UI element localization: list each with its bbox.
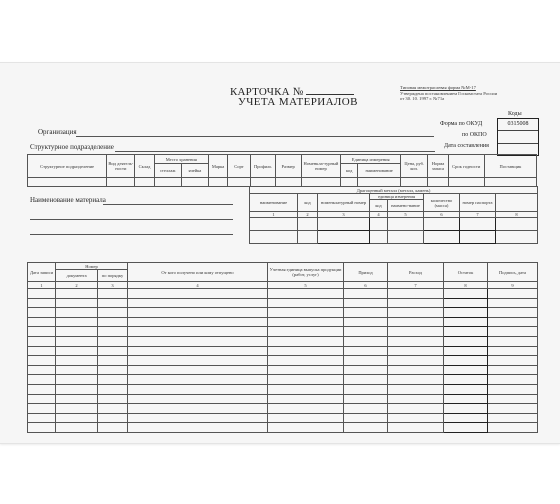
cell-input[interactable] <box>268 327 344 337</box>
table-row <box>28 356 538 366</box>
col-rack: стеллаж <box>154 164 181 178</box>
cell-input[interactable] <box>344 413 388 423</box>
table-row <box>28 298 538 308</box>
cell-input[interactable] <box>56 308 98 318</box>
cell-input[interactable] <box>344 365 388 375</box>
col-reserve: Норма запаса <box>428 155 448 178</box>
cell-input[interactable] <box>56 365 98 375</box>
col-unit-name: наименование <box>358 164 401 178</box>
cell-input[interactable] <box>268 375 344 385</box>
cell-input[interactable] <box>128 317 268 327</box>
cell-input[interactable] <box>344 317 388 327</box>
cell-input[interactable] <box>56 423 98 433</box>
cell-input[interactable] <box>28 317 56 327</box>
cell-input[interactable] <box>28 384 56 394</box>
col-num: 3 <box>98 282 128 289</box>
cell-input[interactable] <box>444 365 488 375</box>
cell-input[interactable] <box>488 327 538 337</box>
col-brand: Марка <box>208 155 227 178</box>
cell-input[interactable] <box>444 298 488 308</box>
cell-input[interactable] <box>444 375 488 385</box>
col-unit-output: Учетная единица выпуска продукции (работ, услуг) <box>268 263 344 282</box>
precious-num: 6 <box>424 212 460 218</box>
table-row <box>28 336 538 346</box>
cell-input[interactable] <box>460 231 496 244</box>
cell-input[interactable] <box>488 365 538 375</box>
cell-input[interactable] <box>28 289 56 299</box>
precious-col-extra <box>496 194 538 212</box>
cell-input[interactable] <box>268 317 344 327</box>
cell-input[interactable] <box>268 365 344 375</box>
cell-input[interactable] <box>488 423 538 433</box>
cell-input[interactable] <box>488 384 538 394</box>
movement-table <box>27 262 538 433</box>
cell-input[interactable] <box>388 346 444 356</box>
col-storage: Место хранения <box>154 155 208 164</box>
cell-input[interactable] <box>98 365 128 375</box>
cell-input[interactable] <box>98 317 128 327</box>
col-nomenclature: Номенкла-турный номер <box>301 155 341 178</box>
cell-input[interactable] <box>128 375 268 385</box>
cell-input[interactable] <box>318 231 370 244</box>
cell-input[interactable] <box>488 413 538 423</box>
cell-input[interactable] <box>344 308 388 318</box>
cell-input[interactable] <box>488 317 538 327</box>
col-num: 9 <box>488 282 538 289</box>
table-row <box>28 289 538 299</box>
precious-col-unit: единица измерения <box>370 194 424 200</box>
okud-label: Форма по ОКУД <box>440 121 483 127</box>
col-receipt: Приход <box>344 263 388 282</box>
cell-input[interactable] <box>250 218 298 231</box>
cell-input[interactable] <box>370 231 388 244</box>
cell-input[interactable] <box>28 308 56 318</box>
cell-input[interactable] <box>128 289 268 299</box>
col-supplier: Поставщик <box>484 155 536 178</box>
cell-input[interactable] <box>128 336 268 346</box>
cell-input[interactable] <box>98 327 128 337</box>
precious-num: 7 <box>460 212 496 218</box>
table-row <box>28 384 538 394</box>
cell-input[interactable] <box>28 375 56 385</box>
cell-input[interactable] <box>28 423 56 433</box>
cell-input[interactable] <box>208 178 227 187</box>
cell-input[interactable] <box>250 231 298 244</box>
cell-input[interactable] <box>444 404 488 414</box>
codes-box <box>497 118 539 156</box>
col-division: Структурное подразделение <box>28 155 107 178</box>
cell-input[interactable] <box>98 384 128 394</box>
precious-col-quantity: количество (масса) <box>424 194 460 212</box>
cell-input[interactable] <box>388 317 444 327</box>
cell-input[interactable] <box>344 423 388 433</box>
col-profile: Профиль <box>250 155 275 178</box>
cell-input[interactable] <box>98 423 128 433</box>
cell-input[interactable] <box>388 218 424 231</box>
cell-input[interactable] <box>344 394 388 404</box>
form-approval-date: от 30. 10. 1997 г. №71а <box>400 96 445 102</box>
cell-input[interactable] <box>154 178 181 187</box>
cell-input[interactable] <box>56 413 98 423</box>
cell-input[interactable] <box>388 298 444 308</box>
cell-input[interactable] <box>444 289 488 299</box>
cell-input[interactable] <box>344 404 388 414</box>
col-num: 2 <box>56 282 98 289</box>
cell-input[interactable] <box>28 356 56 366</box>
cell-input[interactable] <box>56 375 98 385</box>
col-from-whom: От кого получено или кому отпущено <box>128 263 268 282</box>
precious-num: 1 <box>250 212 298 218</box>
cell-input[interactable] <box>444 327 488 337</box>
cell-input[interactable] <box>444 317 488 327</box>
page-subtitle: УЧЕТА МАТЕРИАЛОВ <box>238 96 358 108</box>
cell-input[interactable] <box>28 298 56 308</box>
okpo-label: по ОКПО <box>462 132 487 138</box>
cell-input[interactable] <box>98 289 128 299</box>
cell-input[interactable] <box>98 308 128 318</box>
okud-code: 0315008 <box>498 119 538 131</box>
cell-input[interactable] <box>28 404 56 414</box>
precious-num: 8 <box>496 212 538 218</box>
col-num: 8 <box>444 282 488 289</box>
col-num: 4 <box>128 282 268 289</box>
date-label: Дата составления <box>444 143 489 149</box>
cell-input[interactable] <box>388 356 444 366</box>
col-num: 6 <box>344 282 388 289</box>
col-order: по порядку <box>98 270 128 282</box>
cell-input[interactable] <box>56 404 98 414</box>
cell-input[interactable] <box>268 289 344 299</box>
table-row <box>28 317 538 327</box>
cell-input[interactable] <box>28 346 56 356</box>
codes-header: Коды <box>508 111 522 117</box>
col-num: 1 <box>28 282 56 289</box>
cell-input[interactable] <box>268 336 344 346</box>
material-name-label: Наименование материала <box>30 196 106 204</box>
table-row <box>28 413 538 423</box>
cell-input[interactable] <box>388 413 444 423</box>
cell-input[interactable] <box>128 394 268 404</box>
cell-input[interactable] <box>318 218 370 231</box>
cell-input[interactable] <box>268 413 344 423</box>
cell-input[interactable] <box>488 375 538 385</box>
table-row <box>28 394 538 404</box>
cell-input[interactable] <box>344 384 388 394</box>
col-document: документа <box>56 270 98 282</box>
cell-input[interactable] <box>128 356 268 366</box>
precious-num: 2 <box>298 212 318 218</box>
cell-input[interactable] <box>388 231 424 244</box>
col-grade: Сорт <box>228 155 251 178</box>
precious-num: 5 <box>388 212 424 218</box>
cell-input[interactable] <box>98 336 128 346</box>
cell-input[interactable] <box>388 394 444 404</box>
table-row <box>28 308 538 318</box>
cell-input[interactable] <box>488 308 538 318</box>
col-shelf-life: Срок годности <box>448 155 484 178</box>
cell-input[interactable] <box>424 218 460 231</box>
col-signature: Подпись, дата <box>488 263 538 282</box>
material-name-field-1[interactable] <box>103 204 233 205</box>
cell-input[interactable] <box>344 298 388 308</box>
cell-input[interactable] <box>444 384 488 394</box>
col-cell: ячейка <box>181 164 208 178</box>
cell-input[interactable] <box>128 384 268 394</box>
col-warehouse: Склад <box>135 155 154 178</box>
table-row <box>28 375 538 385</box>
col-balance: Остаток <box>444 263 488 282</box>
cell-input[interactable] <box>268 308 344 318</box>
col-activity: Вид деятель-ности <box>107 155 135 178</box>
cell-input[interactable] <box>56 384 98 394</box>
cell-input[interactable] <box>298 218 318 231</box>
cell-input[interactable] <box>128 404 268 414</box>
cell-input[interactable] <box>98 404 128 414</box>
cell-input[interactable] <box>28 178 107 187</box>
cell-input[interactable] <box>56 289 98 299</box>
cell-input[interactable] <box>228 178 251 187</box>
precious-col-passport: номер паспорта <box>460 194 496 212</box>
cell-input[interactable] <box>444 423 488 433</box>
division-field[interactable] <box>115 151 435 152</box>
precious-num: 3 <box>318 212 370 218</box>
precious-col-nomenclature: номенклатурный номер <box>318 194 370 212</box>
cell-input[interactable] <box>488 394 538 404</box>
col-expense: Расход <box>388 263 444 282</box>
organization-label: Организация <box>38 128 77 136</box>
cell-input[interactable] <box>98 356 128 366</box>
col-unit: Единица измерения <box>341 155 401 164</box>
material-attributes-table <box>27 154 537 187</box>
cell-input[interactable] <box>370 218 388 231</box>
cell-input[interactable] <box>128 298 268 308</box>
cell-input[interactable] <box>98 298 128 308</box>
table-row <box>28 423 538 433</box>
cell-input[interactable] <box>488 289 538 299</box>
cell-input[interactable] <box>496 231 538 244</box>
cell-input[interactable] <box>344 375 388 385</box>
table-row <box>28 346 538 356</box>
cell-input[interactable] <box>344 289 388 299</box>
cell-input[interactable] <box>56 327 98 337</box>
cell-input[interactable] <box>488 404 538 414</box>
organization-field[interactable] <box>76 136 434 137</box>
cell-input[interactable] <box>128 365 268 375</box>
cell-input[interactable] <box>388 365 444 375</box>
cell-input[interactable] <box>444 394 488 404</box>
precious-col-unit-code: код <box>370 200 388 212</box>
table-row <box>28 327 538 337</box>
cell-input[interactable] <box>98 346 128 356</box>
material-name-field-3[interactable] <box>30 234 233 235</box>
col-price: Цена, руб. коп. <box>401 155 428 178</box>
cell-input[interactable] <box>98 375 128 385</box>
cell-input[interactable] <box>28 365 56 375</box>
cell-input[interactable] <box>488 346 538 356</box>
cell-input[interactable] <box>128 423 268 433</box>
cell-input[interactable] <box>181 178 208 187</box>
page-title: КАРТОЧКА № <box>230 86 354 98</box>
material-name-field-2[interactable] <box>30 219 233 220</box>
cell-input[interactable] <box>268 356 344 366</box>
table-row <box>28 404 538 414</box>
cell-input[interactable] <box>388 384 444 394</box>
cell-input[interactable] <box>344 346 388 356</box>
cell-input[interactable] <box>268 404 344 414</box>
cell-input[interactable] <box>128 346 268 356</box>
cell-input[interactable] <box>268 394 344 404</box>
cell-input[interactable] <box>107 178 135 187</box>
cell-input[interactable] <box>388 423 444 433</box>
okpo-code-cell[interactable] <box>498 131 538 144</box>
cell-input[interactable] <box>56 298 98 308</box>
cell-input[interactable] <box>56 346 98 356</box>
cell-input[interactable] <box>388 404 444 414</box>
cell-input[interactable] <box>98 413 128 423</box>
cell-input[interactable] <box>268 384 344 394</box>
cell-input[interactable] <box>460 218 496 231</box>
form-note: Типовая межотраслевая форма №М-17 <box>400 85 476 90</box>
col-date: Дата записи <box>28 263 56 282</box>
cell-input[interactable] <box>28 327 56 337</box>
col-num: 7 <box>388 282 444 289</box>
cell-input[interactable] <box>496 218 538 231</box>
cell-input[interactable] <box>128 308 268 318</box>
cell-input[interactable] <box>128 327 268 337</box>
cell-input[interactable] <box>344 327 388 337</box>
col-size: Размер <box>275 155 301 178</box>
cell-input[interactable] <box>28 413 56 423</box>
precious-col-unit-name: наимено-вание <box>388 200 424 212</box>
cell-input[interactable] <box>344 356 388 366</box>
cell-input[interactable] <box>56 394 98 404</box>
cell-input[interactable] <box>56 356 98 366</box>
cell-input[interactable] <box>268 346 344 356</box>
precious-metal-table <box>249 186 538 244</box>
cell-input[interactable] <box>135 178 154 187</box>
precious-col-code: код <box>298 194 318 212</box>
col-number: Номер <box>56 263 128 270</box>
table-row <box>28 365 538 375</box>
cell-input[interactable] <box>298 231 318 244</box>
cell-input[interactable] <box>488 336 538 346</box>
cell-input[interactable] <box>388 289 444 299</box>
cell-input[interactable] <box>424 231 460 244</box>
division-label: Структурное подразделение <box>30 143 114 151</box>
cell-input[interactable] <box>488 298 538 308</box>
cell-input[interactable] <box>388 327 444 337</box>
cell-input[interactable] <box>444 346 488 356</box>
cell-input[interactable] <box>444 413 488 423</box>
cell-input[interactable] <box>488 356 538 366</box>
cell-input[interactable] <box>268 298 344 308</box>
cell-input[interactable] <box>56 317 98 327</box>
col-num: 5 <box>268 282 344 289</box>
cell-input[interactable] <box>98 394 128 404</box>
cell-input[interactable] <box>388 336 444 346</box>
cell-input[interactable] <box>444 356 488 366</box>
cell-input[interactable] <box>444 308 488 318</box>
cell-input[interactable] <box>344 336 388 346</box>
precious-col-name: наименование <box>250 194 298 212</box>
col-unit-code: код <box>341 164 358 178</box>
precious-title: Драгоценный металл (металл, камень) <box>250 187 538 194</box>
cell-input[interactable] <box>444 336 488 346</box>
cell-input[interactable] <box>56 336 98 346</box>
cell-input[interactable] <box>388 375 444 385</box>
cell-input[interactable] <box>28 336 56 346</box>
cell-input[interactable] <box>28 394 56 404</box>
precious-num: 4 <box>370 212 388 218</box>
form-approval: Утверждена постановлением Госкомстата России <box>400 90 498 96</box>
cell-input[interactable] <box>388 308 444 318</box>
cell-input[interactable] <box>128 413 268 423</box>
cell-input[interactable] <box>268 423 344 433</box>
